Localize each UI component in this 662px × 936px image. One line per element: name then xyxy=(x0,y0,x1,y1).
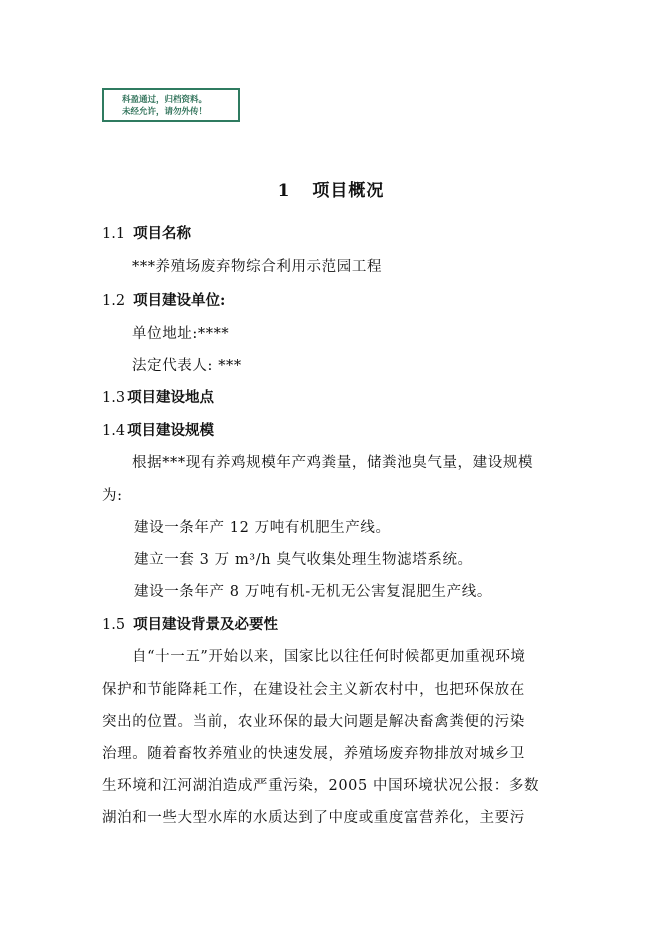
title-text: 项目概况 xyxy=(312,181,385,201)
title-number: 1 xyxy=(277,181,291,201)
background-line-4: 治理。随着畜牧养殖业的快速发展，养殖场废弃物排放对城乡卫 xyxy=(102,746,525,762)
section-number: 1.4 xyxy=(102,423,126,439)
section-title: 项目建设规模 xyxy=(127,422,215,439)
section-heading-1-4 xyxy=(102,419,214,440)
background-line-3: 突出的位置。当前，农业环保的最大问题是解决畜禽粪便的污染 xyxy=(102,714,525,730)
section-number: 1.3 xyxy=(102,390,126,406)
section-heading-1-1 xyxy=(102,222,191,243)
background-line-5: 生环境和江河湖泊造成严重污染，2005 中国环境状况公报：多数 xyxy=(102,778,540,794)
notice-line-2: 未经允许，请勿外传！ xyxy=(122,107,208,117)
background-line-1: 自“十一五”开始以来，国家比以往任何时候都更加重视环境 xyxy=(132,649,526,665)
project-name-text: ***养殖场废弃物综合利用示范园工程 xyxy=(132,259,383,275)
scale-paragraph-line-2: 为: xyxy=(102,488,123,504)
confidential-notice-box xyxy=(102,88,240,122)
section-heading-1-2 xyxy=(102,289,225,310)
section-heading-1-5 xyxy=(102,613,278,634)
unit-address-text: 单位地址:**** xyxy=(132,326,230,342)
notice-line-1: 科盈通过，归档资料。 xyxy=(122,95,208,105)
section-heading-1-3 xyxy=(102,386,214,407)
section-number: 1.5 xyxy=(102,617,126,633)
section-title: 项目建设地点 xyxy=(127,389,215,406)
section-title: 项目名称 xyxy=(133,225,192,242)
section-title: 项目建设单位: xyxy=(133,292,226,309)
legal-representative-text: 法定代表人: *** xyxy=(132,358,242,374)
scale-item-3: 建设一条年产 8 万吨有机-无机无公害复混肥生产线。 xyxy=(134,584,492,600)
section-title: 项目建设背景及必要性 xyxy=(133,616,279,633)
scale-item-1: 建设一条年产 12 万吨有机肥生产线。 xyxy=(134,520,391,536)
background-line-6: 湖泊和一些大型水库的水质达到了中度或重度富营养化，主要污 xyxy=(102,810,525,826)
scale-paragraph-line-1: 根据***现有养鸡规模年产鸡粪量，储粪池臭气量，建设规模 xyxy=(132,455,534,471)
section-number: 1.2 xyxy=(102,293,126,309)
background-line-2: 保护和节能降耗工作，在建设社会主义新农村中，也把环保放在 xyxy=(102,682,525,698)
section-number: 1.1 xyxy=(102,226,126,242)
scale-item-2: 建立一套 3 万 m³/h 臭气收集处理生物滤塔系统。 xyxy=(134,552,473,568)
page-title xyxy=(0,176,662,201)
